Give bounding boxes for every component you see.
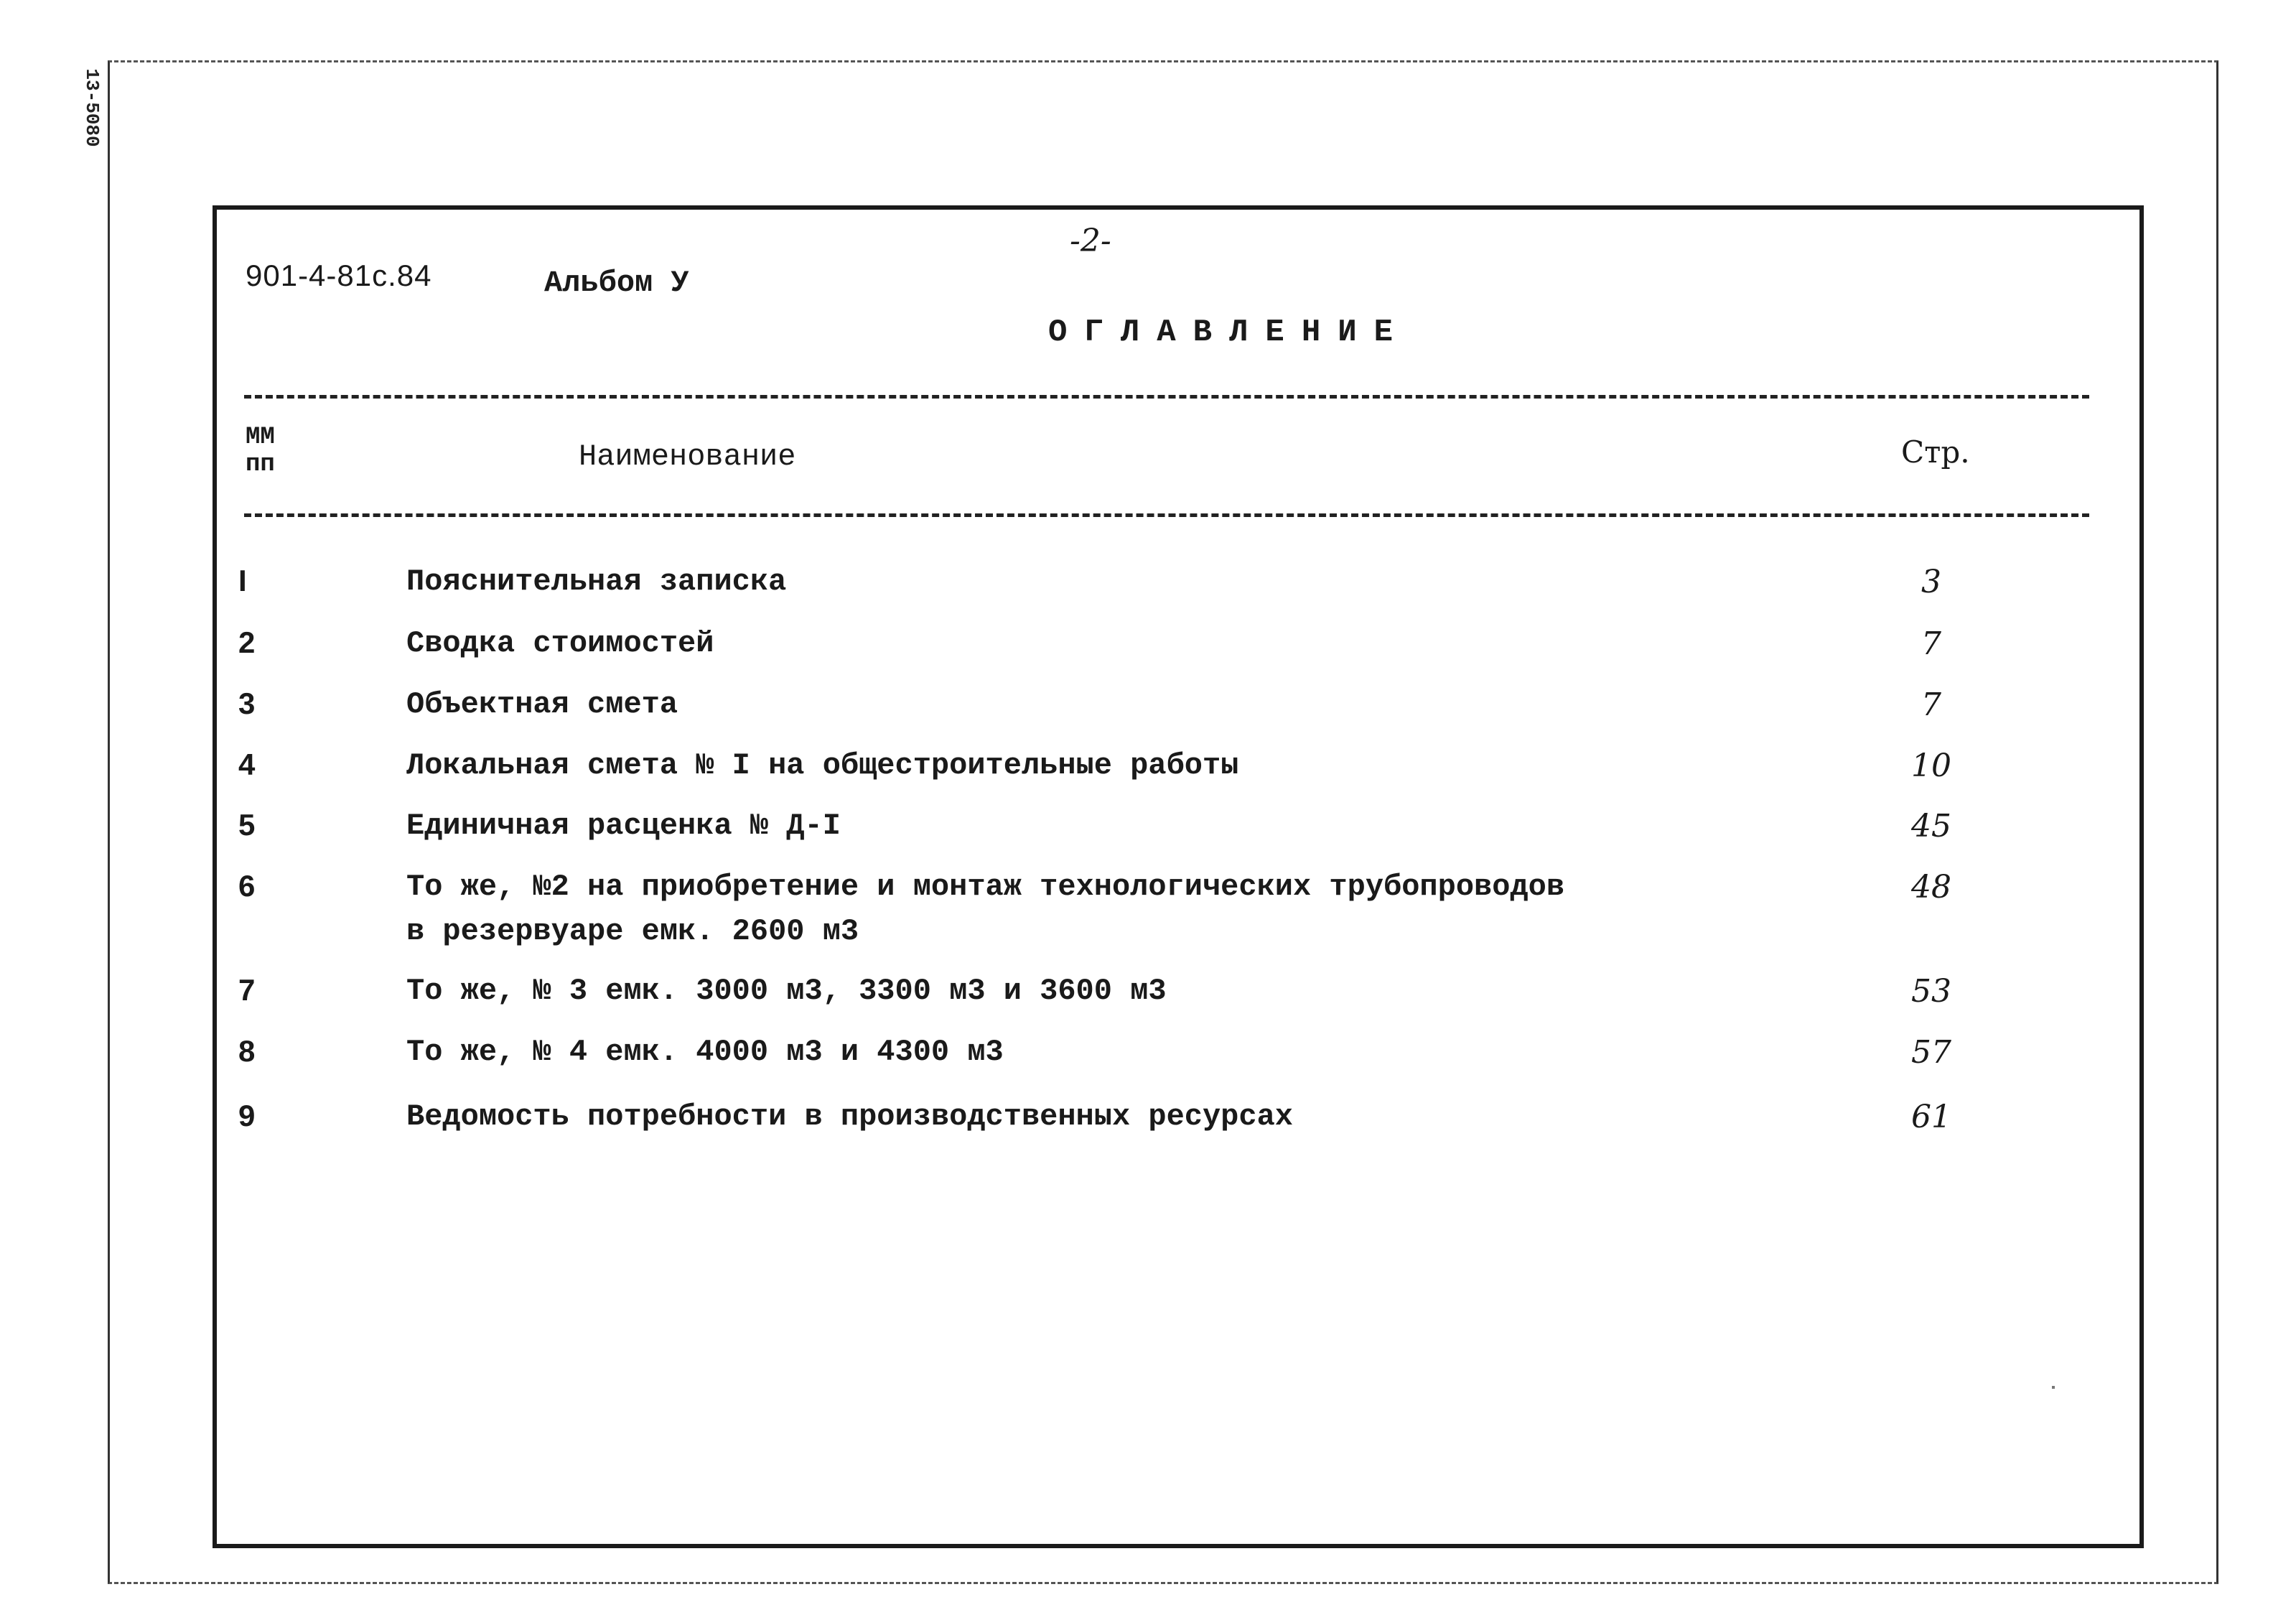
- table-row: [0, 973, 2296, 1016]
- row-number: 7: [238, 973, 256, 1007]
- table-row: [0, 1099, 2296, 1142]
- row-number: I: [238, 564, 247, 597]
- album-label: Альбом У: [544, 266, 689, 300]
- table-header-bottom-divider: [244, 513, 2089, 517]
- row-page: 7: [1921, 686, 1941, 723]
- side-stamp: [78, 50, 106, 165]
- page-title: ОГЛАВЛЕНИЕ: [1048, 315, 1411, 350]
- row-page: 10: [1911, 748, 1951, 784]
- scan-speck: [2052, 1386, 2055, 1389]
- page-number: -2-: [1070, 223, 1111, 259]
- row-name: [406, 865, 1564, 954]
- row-name: Объектная смета: [406, 687, 678, 722]
- row-number: 5: [238, 808, 256, 842]
- column-header-number: [246, 424, 275, 478]
- column-header-name: Наименование: [579, 439, 796, 474]
- row-name: Единичная расценка № Д-I: [406, 809, 841, 843]
- row-page: 48: [1911, 869, 1951, 906]
- row-name: Ведомость потребности в производственных ресурсах: [406, 1099, 1294, 1134]
- table-row: [0, 748, 2296, 791]
- row-number: 6: [238, 869, 256, 903]
- document-code: 901-4-81с.84: [246, 259, 432, 292]
- column-header-number-line2: пп: [246, 451, 275, 478]
- table-header-top-divider: [244, 395, 2089, 399]
- table-row: [0, 1034, 2296, 1077]
- row-name: Сводка стоимостей: [406, 626, 714, 661]
- row-number: 2: [238, 625, 256, 659]
- row-name: То же, № 3 емк. 3000 м3, 3300 м3 и 3600 м3: [406, 974, 1167, 1008]
- table-row: [0, 869, 2296, 962]
- table-row: [0, 625, 2296, 669]
- row-page: 3: [1921, 564, 1941, 600]
- row-page: 53: [1911, 973, 1951, 1010]
- row-page: 45: [1911, 808, 1951, 844]
- column-header-number-line1: ММ: [246, 424, 275, 451]
- table-row: [0, 564, 2296, 607]
- row-name-line1: То же, №2 на приобретение и монтаж технологических трубопроводов: [406, 870, 1565, 904]
- row-number: 8: [238, 1034, 256, 1068]
- row-name: Локальная смета № I на общестроительные работы: [406, 748, 1239, 783]
- column-header-page: Стр.: [1901, 434, 1970, 470]
- row-page: 7: [1921, 625, 1941, 662]
- row-number: 4: [238, 748, 256, 781]
- table-row: [0, 686, 2296, 730]
- side-stamp-text: 13-5080: [81, 68, 103, 147]
- row-name: Пояснительная записка: [406, 564, 787, 599]
- row-name-line2: в резервуаре емк. 2600 м3: [406, 914, 859, 949]
- row-name: То же, № 4 емк. 4000 м3 и 4300 м3: [406, 1035, 1004, 1069]
- table-row: [0, 808, 2296, 851]
- row-page: 57: [1911, 1034, 1951, 1071]
- row-number: 9: [238, 1099, 256, 1132]
- row-number: 3: [238, 686, 256, 720]
- row-page: 61: [1911, 1099, 1951, 1135]
